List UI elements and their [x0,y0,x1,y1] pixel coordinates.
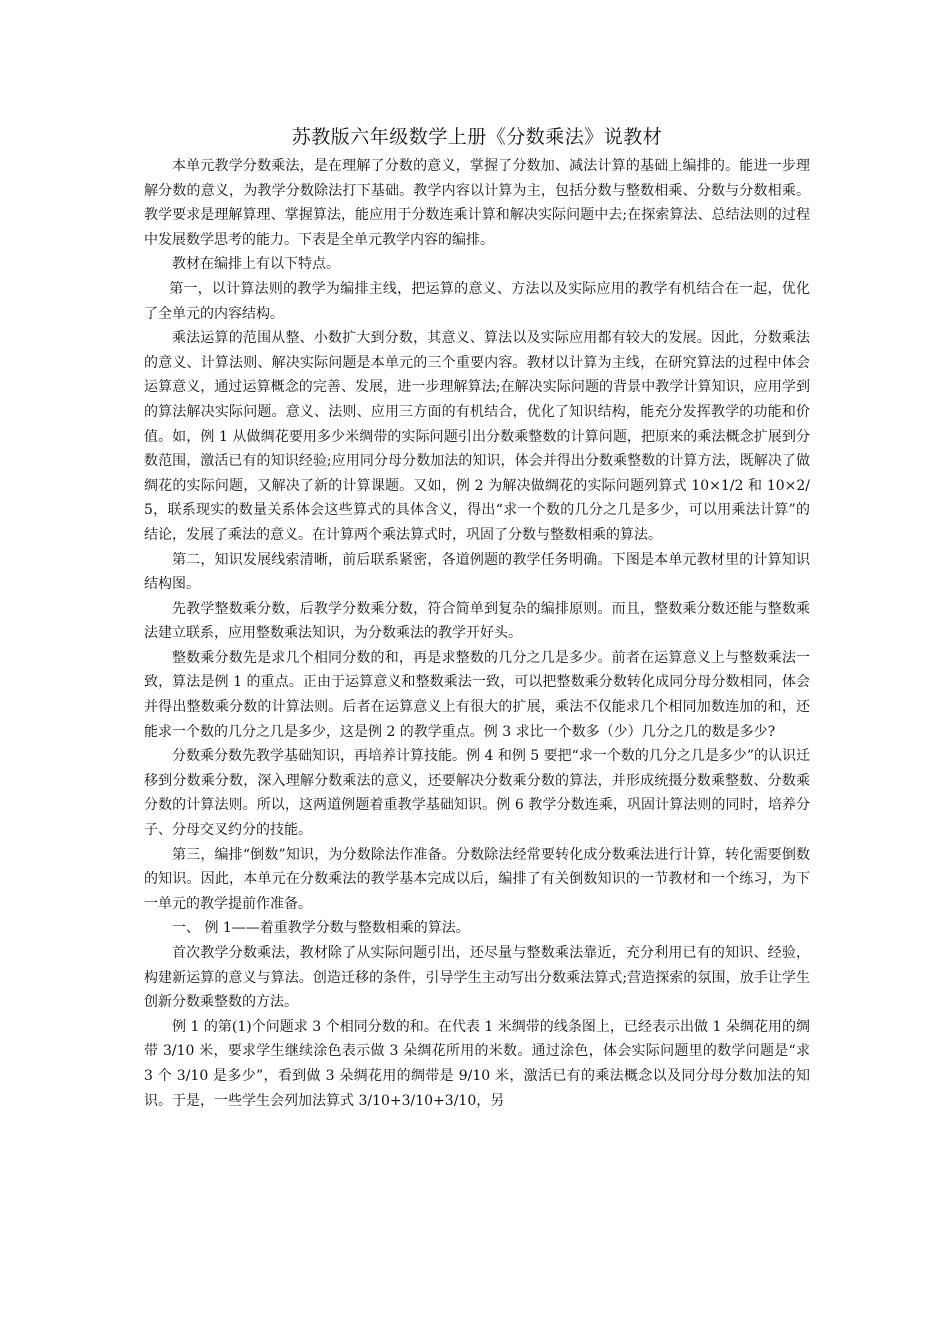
paragraph-features-lead: 教材在编排上有以下特点。 [172,256,340,273]
paragraph-fraction-times-fraction: 分数乘分数先教学基础知识，再培养计算技能。例 4 和例 5 要把“求一个数的几分之几是多少”的认识迁移到分数乘分数，深入理解分数乘法的意义，还要解决分数乘分数的算法，并形成统摄分数乘整数、分数乘分数的计算法则。所以，这两道例题着重教学基础知识。例 6 教学分数连乘，巩固计算法则的同时，培养分子、分母交叉约分的技能。 [144,748,810,839]
paragraph-example-one-heading: 一、 例 1——着重教学分数与整数相乘的算法。 [172,920,470,937]
paragraph-first-teaching: 首次教学分数乘法，教材除了从实际问题引出，还尽量与整数乘法靠近，充分利用已有的知识、经验，构建新运算的意义与算法。创造迁移的条件，引导学生主动写出分数乘法算式;营造探索的氛围，放手让学生创新分数乘整数的方法。 [144,945,810,1011]
paragraph-example-one-question: 例 1 的第(1)个问题求 3 个相同分数的和。在代表 1 米绸带的线条图上，已经表示出做 1 朵绸花用的绸带 3/10 米，要求学生继续涂色表示做 3 朵绸花所用的米数。通过涂色，体会实际问题里的数学问题是“求 3 个 3/10 是多少”，看到做 3 朵绸花用的绸带是 9/10 米，激活已有的乘法概念以及同分母分数加法的知识。于是，一些学生会列加法算式 3/10+3/10+3/10，另 [144,1018,810,1109]
paragraph-intro: 本单元教学分数乘法，是在理解了分数的意义，掌握了分数加、减法计算的基础上编排的。能进一步理解分数的意义，为教学分数除法打下基础。教学内容以计算为主，包括分数与整数相乘、分数与分数相乘。教学要求是理解算理、掌握算法，能应用于分数连乘计算和解决实际问题中去;在探索算法、总结法则的过程中发展数学思考的能力。下表是全单元教学内容的编排。 [144,158,810,248]
paragraph-integer-times-fraction-first: 先教学整数乘分数，后教学分数乘分数，符合简单到复杂的编排原则。而且，整数乘分数还能与整数乘法建立联系，应用整数乘法知识，为分数乘法的教学开好头。 [144,600,810,642]
document-title: 苏教版六年级数学上册《分数乘法》说教材 [291,126,663,148]
paragraph-integer-times-fraction: 整数乘分数先是求几个相同分数的和，再是求整数的几分之几是多少。前者在运算意义上与整数乘法一致，算法是例 1 的重点。正由于运算意义和整数乘法一致，可以把整数乘分数转化成同分母分数相同，体会并得出整数乘分数的计算法则。后者在运算意义上有很大的扩展，乘法不仅能求几个相同加数连加的和，还能求一个数的几分之几是多少，这是例 2 的教学重点。例 3 求比一个数多（少）几分之几的数是多少? [144,649,810,740]
paragraph-feature-one: 第一，以计算法则的教学为编排主线，把运算的意义、方法以及实际应用的教学有机结合在一起，优化了全单元的内容结构。 [144,280,810,322]
paragraph-multiplication-scope: 乘法运算的范围从整、小数扩大到分数，其意义、算法以及实际应用都有较大的发展。因此，分数乘法的意义、计算法则、解决实际问题是本单元的三个重要内容。教材以计算为主线，在研究算法的过程中体会运算意义，通过运算概念的完善、发展，进一步理解算法;在解决实际问题的背景中教学计算知识，应用学到的算法解决实际问题。意义、法则、应用三方面的有机结合，优化了知识结构，能充分发挥教学的功能和价值。如，例 1 从做绸花要用多少米绸带的实际问题引出分数乘整数的计算问题，把原来的乘法概念扩展到分数范围，激活已有的知识经验;应用同分母分数加法的知识，体会并得出分数乘整数的计算方法，既解决了做绸花的实际问题，又解决了新的计算课题。又如，例 2 为解决做绸花的实际问题列算式 10×1/2 和 10×2/5，联系现实的数量关系体会这些算式的具体含义，得出“求一个数的几分之几是多少，可以用乘法计算”的结论，发展了乘法的意义。在计算两个乘法算式时，巩固了分数与整数相乘的算法。 [144,330,810,543]
document-body [144,122,810,1113]
paragraph-feature-two: 第二，知识发展线索清晰，前后联系紧密，各道例题的教学任务明确。下图是本单元教材里的计算知识结构图。 [144,551,810,593]
paragraph-feature-three: 第三，编排“倒数”知识，为分数除法作准备。分数除法经常要转化成分数乘法进行计算，转化需要倒数的知识。因此，本单元在分数乘法的教学基本完成以后，编排了有关倒数知识的一节教材和一个练习，为下一单元的教学提前作准备。 [144,846,810,912]
